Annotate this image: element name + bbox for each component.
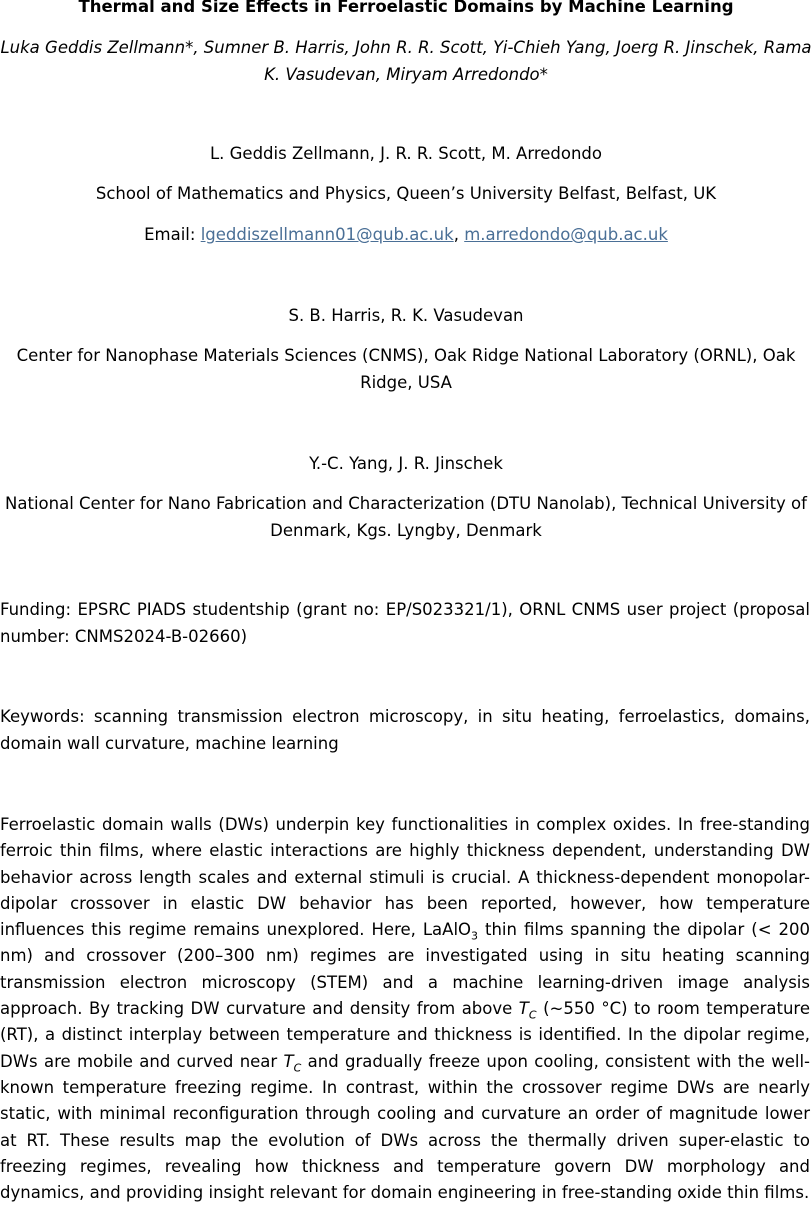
affiliation-1-email-line	[0, 221, 812, 248]
abstract-text-3: (~550 °C) to room temperature (RT), a distinct interplay between temperature and thickness is identified. In the dipolar regime, DWs are mobile and curved near	[0, 999, 811, 1071]
author-list: Luka Geddis Zellmann*, Sumner B. Harris, John R. R. Scott, Yi-Chieh Yang, Joerg R. Jinschek, Rama K. Vasudevan, Miryam Arredondo*	[0, 38, 812, 84]
abstract-text-1: Ferroelastic domain walls (DWs) underpin key functionalities in complex oxides. In free-standing ferroic thin films, where elastic interactions are highly thickness dependent, understanding DW behavior across length scales and external stimuli is crucial. A thickness-dependent monopolar-dipolar crossover in elastic DW behavior has been reported, however, how temperature influences this regime remains unexplored. Here, LaAlO	[0, 815, 810, 940]
affiliation-2-names: S. B. Harris, R. K. Vasudevan	[288, 306, 524, 325]
keywords: Keywords: scanning transmission electron microscopy, in situ heating, ferroelastics, domains, domain wall curvature, machine learning	[0, 707, 810, 753]
email-link-geddiszellmann[interactable]: lgeddiszellmann01@qub.ac.uk	[200, 225, 454, 244]
affiliation-1-names: L. Geddis Zellmann, J. R. R. Scott, M. Arredondo	[209, 144, 603, 163]
funding-statement: Funding: EPSRC PIADS studentship (grant no: EP/S023321/1), ORNL CNMS user project (proposal number: CNMS2024-B-02660)	[0, 600, 810, 646]
abstract-paragraph	[0, 812, 810, 1206]
tc-subscript: C	[528, 1008, 537, 1022]
email-separator: ,	[453, 225, 465, 244]
affiliation-3-names: Y.-C. Yang, J. R. Jinschek	[309, 454, 503, 473]
paper-title: Thermal and Size Effects in Ferroelastic Domains by Machine Learning	[78, 0, 734, 16]
email-label: Email:	[144, 225, 201, 244]
affiliation-3-institution: National Center for Nano Fabrication and Characterization (DTU Nanolab), Technical University of Denmark, Kgs. Lyngby, Denmark	[5, 494, 807, 540]
affiliation-2-institution: Center for Nanophase Materials Sciences (CNMS), Oak Ridge National Laboratory (ORNL), Oak Ridge, USA	[16, 346, 796, 392]
email-link-arredondo[interactable]: m.arredondo@qub.ac.uk	[464, 225, 668, 244]
tc-subscript-2: C	[293, 1060, 302, 1074]
subscript-3: 3	[471, 929, 479, 943]
affiliation-1-institution: School of Mathematics and Physics, Queen’s University Belfast, Belfast, UK	[95, 184, 717, 203]
tc-symbol-2: T	[283, 1051, 294, 1071]
tc-symbol: T	[518, 999, 529, 1019]
abstract-text-4: and gradually freeze upon cooling, consistent with the well-known temperature freezing regime. In contrast, within the crossover regime DWs are nearly static, with minimal reconfiguration through cooling and curvature an order of magnitude lower at RT. These results map the evolution of DWs across the thermally driven super-elastic to freezing regimes, revealing how thickness and temperature govern DW morphology and dynamics, and providing insight relevant for domain engineering in free-standing oxide thin films.	[0, 1051, 810, 1203]
abstract-text-2: thin films spanning the dipolar (< 200 nm) and crossover (200–300 nm) regimes are investigated using in situ heating scanning transmission electron microscopy (STEM) and a machine learning-driven image analysis approach. By tracking DW curvature and density from above	[0, 920, 810, 1019]
